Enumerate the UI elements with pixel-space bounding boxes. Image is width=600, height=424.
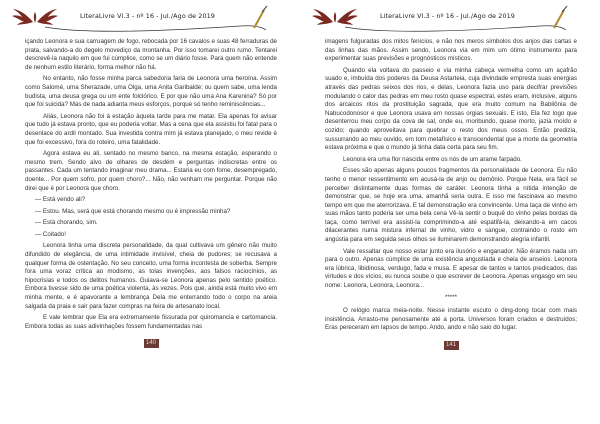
paragraph: Agora estava eu ali, sentado no mesmo banco, na mesma estação, esperando o mesmo trem. Sendo alvo de olhares de desdém e perguntas indiscretas entre os passantes. Cada um tentando imaginar meu drama... Estaria eu com fome, desempregado, doente... Por quem sofro, por quem choro?... Não, não venham me perguntar. Porque não direi que é por Leonora que choro.	[25, 150, 277, 192]
paragraph: Aliás, Leonora não foi à estação àquela tarde para me matar. Ela apenas foi avisar que tudo já estava pronto, que eu poderia voltar. Mas a cena que ela assistiu foi fatal para o desenlace do ardil montado. Sua investida contra mim já estava planejado, o meu revide é que foi excessivo, fora do roteiro, uma fatalidade.	[25, 112, 277, 146]
right-page	[300, 0, 600, 424]
page-number: 140	[144, 339, 159, 348]
quill-pen-icon	[554, 6, 567, 28]
dialogue-line: — Está vendo ali?	[35, 196, 86, 204]
wings-logo-icon	[12, 9, 58, 25]
paragraph: E vale lembrar que Ela era extremamente fissurada por quiromancia e cartomancia. Embora todas as suas adivinhações fossem fundamentadas nas	[25, 314, 277, 330]
page-number: 141	[444, 341, 459, 350]
paragraph: Quando ela voltava do passeio e via minha cabeça vermelha como um açafrão suado e, imbuída dos poderes da Deusa Astarteia, cuja divindade empresta suas energias através das pedras seixos dos rios, e delas, Leonora fazia uso para decifrar previsões modulando o calor das pedras em meu rosto quase espectral, estes eram, inclusive, alguns dos arcaicos ritos da prostituição sagrada, que era muito comum na Babilônia de Nabucodonosor e que Leonora usava em nossas orgias sexuais. E isto, Ela fez logo que desenterrou meu corpo da cova de sal, onde eu, moribundo, quase morto, jazia moído e cozido; quando aproveitava para quebrar o resto dos meus ossos. Então predizia, sussurrando ao meu ouvido, em tom metafísico e transcendental que a morte da geometria estava próxima e que o mundo já tinha data certa para seu fim.	[325, 66, 577, 152]
paragraph: O relógio marca meia-noite. Nesse instante escuto o ding-dong tocar com mais insistência. Arrasto-me penosamente até a porta. Universos foram criados e destruídos; Eras pereceram em lapsos de tempo. Ando, ando e não saio do lugar.	[325, 307, 577, 332]
paragraph: imagens fulguradas dos mitos fenícios, e não nos meros símbolos dos anjos das cartas e das linhas das mãos. Assim sendo, Leonora via em mim um ótimo instrumento para experimentar suas previsões e prognósticos místicos.	[325, 38, 577, 63]
page-column	[325, 38, 577, 350]
dialogue-line: — Coitado!	[35, 230, 66, 238]
dialogue-line: — Está chorando, sim.	[35, 219, 98, 227]
page-body	[25, 38, 277, 334]
page-header	[0, 0, 300, 36]
header-title: LiteraLivre Vl.3 - nº 16 - Jul./Ago de 2019	[380, 12, 515, 20]
page-column	[25, 38, 277, 348]
paragraph: Leonora era uma flor nascida entre os nós de um arame farpado.	[343, 155, 522, 163]
dialogue-line: — Estou. Mas, será que está chorando mesmo ou é impressão minha?	[35, 207, 231, 215]
paragraph: içando Leonora e sua carruagem de fogo, rebocada por 16 cavalos e suas 48 ferraduras de prata, salvando-a do degelo movediço da montanha. Por isso tomarei outro rumo. Tentarei descrevê-la naquilo em que fui cúmplice, como se um diário fosse. Para quem não entende de nenhum estilo literário, forma melhor não há.	[25, 38, 277, 71]
page-header	[300, 0, 600, 36]
paragraph: Vale ressaltar que nosso estar junto era ilusório e enganador. Não éramos nada um para o outro. Apenas cúmplice de uma existência angustiada e cheia de anseios. Leonora era lúbrica, libidinosa, verdugo, fada e musa. E apesar de tantos e tantos predicados, das virtudes e dos vícios, eu nunca soube o que escrever de Leonora. Apenas engasgo em seu nome: Leonora, Leonora, Leonora...	[325, 247, 577, 290]
quill-pen-icon	[254, 6, 267, 28]
section-separator: *****	[444, 293, 458, 301]
header-title: LiteraLivre Vl.3 - nº 16 - Jul./Ago de 2019	[80, 12, 215, 20]
wings-logo-icon	[312, 9, 358, 25]
page-body	[325, 38, 577, 336]
paragraph: Esses são apenas alguns poucos fragmentos da personalidade de Leonora. Eu não tenho o menor ressentimento em acusá-la de anjo ou demônio. Porque Nela, era fácil se perceber distintamente duas formas de caráter. Leonora tinha a nítida intenção de demonstrar que, se hoje era uma, amanhã seria outra. E isso me fascinava ao mesmo tempo em que me aterrorizava. E tal demonstração era convincente. Uma taça de vinho em suas mãos tanto poderia ser uma bela cena Vê-la sentir o buquê do vinho pelas bordas da taça, como terrível era assisti-la comprimindo-a até espatifá-la, deixando-a em cacos dilacerantes numa mistura infernal de vinho, vidro e sangue, contraindo o rosto em angústia para em seguida seus olhos se iluminarem demonstrando alegria infantil.	[325, 167, 577, 244]
paragraph: Leonora tinha uma discreta personalidade, da qual cultivava um gênero não muito difundido de elegância, de uma intimidade invisível, cheia de pudores; se recusava a qualquer forma de ostentação. No seu conceito, uma forma incontesta de soberba. Sempre fora uma voraz crítica ao modismo, as tolas invenções, aos falsos raciocínios, as hipocrisias e todos os delitos humanos. Guiava-se Leonora apenas pelo sentido poético. Embora tivesse sido de uma poética violenta, às vezes. Pois que, ainda está muito vivo em minha mente, e é apavorante a lembrança Dela me enterrando todo o corpo na areia salgada da praia e sair para fazer compras na feira de artesanato local.	[25, 242, 277, 310]
paragraph: No entanto, não fosse minha parca sabedoria faria de Leonora uma heroína. Assim como Salomé, uma Sherazade, uma Olga, uma Anita Garibalde; ou quem sabe, uma lenda budista, uma deusa grega ou um ente folclórico. E por que não uma Ana Karenina? Só por que foi suicida? Mas de nada adianta meus esforços, porque só tenho reminiscências...	[25, 75, 277, 109]
